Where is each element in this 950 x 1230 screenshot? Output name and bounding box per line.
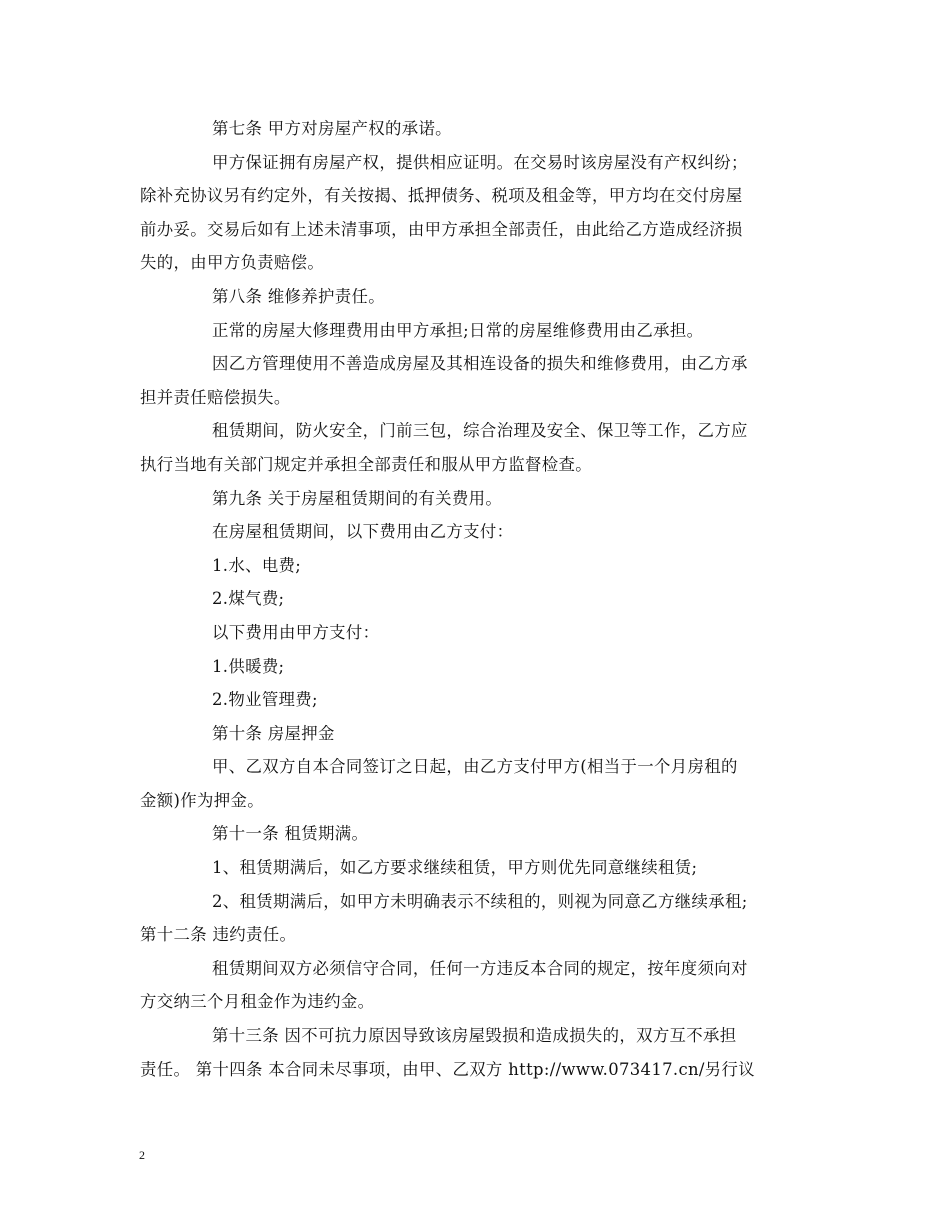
- text-line: 2.物业管理费;: [212, 690, 318, 710]
- document-body: [140, 112, 816, 1086]
- text-line: 1、租赁期满后，如乙方要求继续租赁，甲方则优先同意继续租赁;: [212, 858, 698, 878]
- text-line: 2、租赁期满后，如甲方未明确表示不续租的，则视为同意乙方继续承租;: [212, 891, 748, 911]
- text-line: 第十一条 租赁期满。: [212, 824, 369, 844]
- text-line: 第十二条 违约责任。: [140, 925, 297, 945]
- text-line: 2.煤气费;: [212, 589, 285, 609]
- text-line: 失的，由甲方负责赔偿。: [140, 253, 325, 273]
- text-line: 租赁期间，防火安全，门前三包，综合治理及安全、保卫等工作，乙方应: [212, 421, 748, 441]
- text-line: 方交纳三个月租金作为违约金。: [140, 992, 375, 1012]
- page-number: 2: [139, 1148, 145, 1162]
- text-line: 1.水、电费;: [212, 555, 302, 575]
- text-line: 金额)作为押金。: [140, 790, 264, 810]
- text-line: 第八条 维修养护责任。: [212, 286, 385, 306]
- text-line: 第七条 甲方对房屋产权的承诺。: [212, 119, 452, 138]
- text-line: 在房屋租赁期间，以下费用由乙方支付：: [212, 522, 514, 542]
- text-line: 以下费用由甲方支付：: [212, 622, 380, 642]
- text-line: 担并责任赔偿损失。: [140, 387, 291, 407]
- text-line: 第十三条 因不可抗力原因导致该房屋毁损和造成损失的，双方互不承担: [212, 1026, 737, 1046]
- text-line: 甲方保证拥有房屋产权，提供相应证明。在交易时该房屋没有产权纠纷；: [212, 152, 748, 172]
- text-line: 正常的房屋大修理费用由甲方承担;日常的房屋维修费用由乙承担。: [212, 320, 704, 340]
- text-line: 1.供暖费;: [212, 656, 285, 676]
- text-line: 租赁期间双方必须信守合同，任何一方违反本合同的规定，按年度须向对: [212, 958, 748, 978]
- text-line: 因乙方管理使用不善造成房屋及其相连设备的损失和维修费用，由乙方承: [212, 354, 748, 374]
- text-line: 第九条 关于房屋租赁期间的有关费用。: [212, 488, 503, 508]
- text-line: 第十条 房屋押金: [212, 723, 335, 743]
- text-line: 责任。 第十四条 本合同未尽事项，由甲、乙双方 http://www.073417.cn/另行议: [140, 1059, 755, 1079]
- text-line: 除补充协议另有约定外，有关按揭、抵押债务、税项及租金等，甲方均在交付房屋: [140, 186, 743, 206]
- text-line: 执行当地有关部门规定并承担全部责任和服从甲方监督检查。: [140, 454, 592, 474]
- text-line: 甲、乙双方自本合同签订之日起，由乙方支付甲方(相当于一个月房租的: [212, 757, 738, 777]
- text-line: 前办妥。交易后如有上述未清事项，由甲方承担全部责任，由此给乙方造成经济损: [140, 219, 743, 239]
